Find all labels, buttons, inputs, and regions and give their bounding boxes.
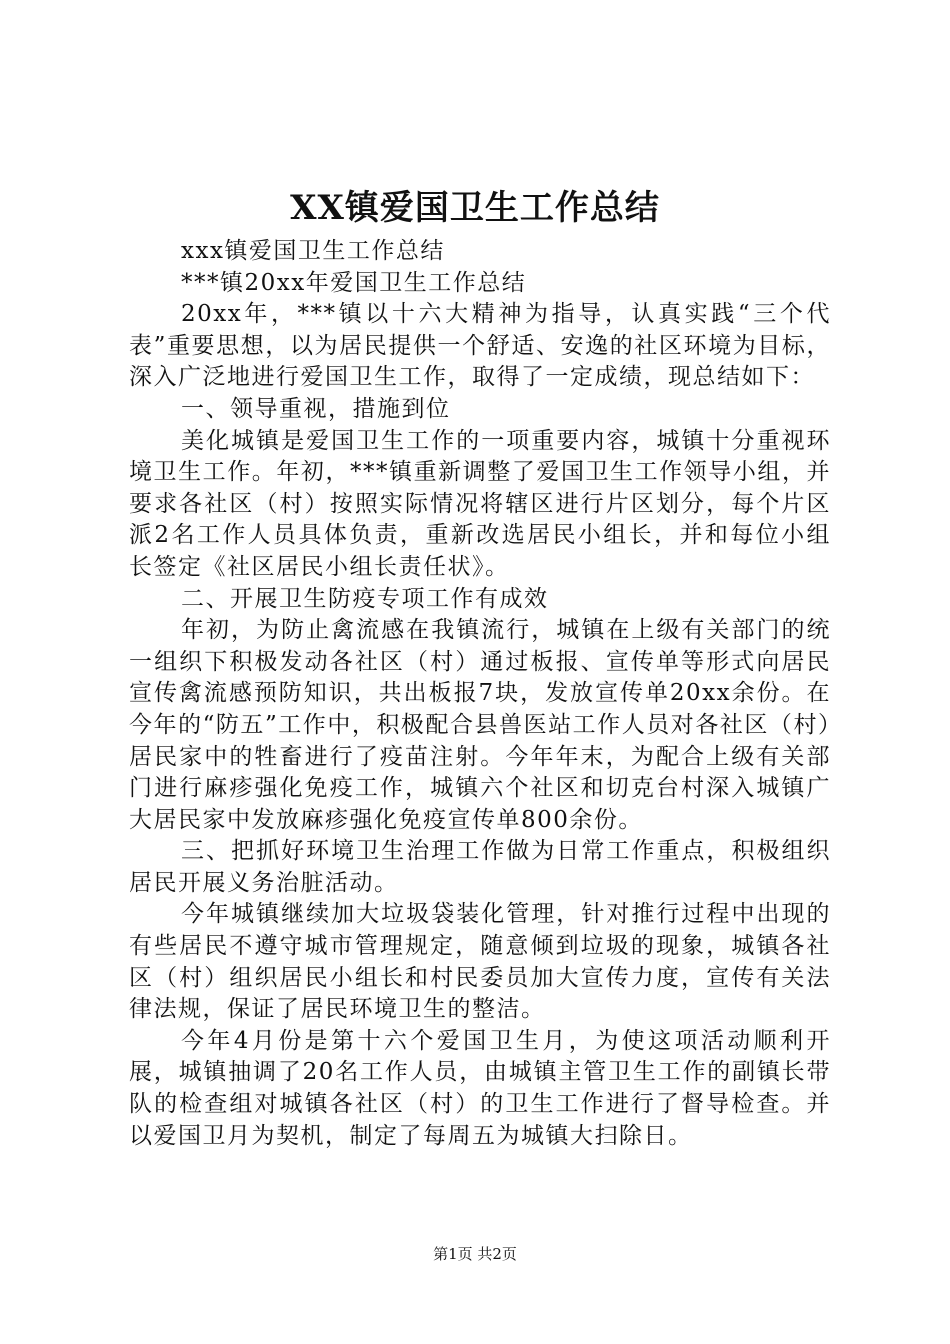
paragraph: 年初，为防止禽流感在我镇流行，城镇在上级有关部门的统一组织下积极发动各社区（村）通过板报、宣传单等形式向居民宣传禽流感预防知识，共出板报7块，发放宣传单20xx余份。在今年的“防五”工作中，积极配合县兽医站工作人员对各社区（村）居民家中的牲畜进行了疫苗注射。今年年末，为配合上级有关部门进行麻疹强化免疫工作，城镇六个社区和切克台村深入城镇广大居民家中发放麻疹强化免疫宣传单800余份。 — [129, 617, 831, 833]
section-heading: 二、开展卫生防疫专项工作有成效 — [181, 585, 549, 612]
paragraph: ***镇20xx年爱国卫生工作总结 — [181, 269, 527, 296]
paragraph: 20xx年，***镇以十六大精神为指导，认真实践“三个代表”重要思想，以为居民提供一个舒适、安逸的社区环境为目标，深入广泛地进行爱国卫生工作，取得了一定成绩，现总结如下： — [129, 301, 831, 391]
paragraph: 美化城镇是爱国卫生工作的一项重要内容，城镇十分重视环境卫生工作。年初，***镇重新调整了爱国卫生工作领导小组，并要求各社区（村）按照实际情况将辖区进行片区划分，每个片区派2名工作人员具体负责，重新改选居民小组长，并和每位小组长签定《社区居民小组长责任状》。 — [129, 427, 831, 580]
document-title: XX镇爱国卫生工作总结 — [290, 188, 660, 228]
paragraph: 今年城镇继续加大垃圾袋装化管理，针对推行过程中出现的有些居民不遵守城市管理规定，随意倾到垃圾的现象，城镇各社区（村）组织居民小组长和村民委员加大宣传力度，宣传有关法律法规，保证了居民环境卫生的整洁。 — [129, 901, 831, 1023]
page-footer: 第1页 共2页 — [433, 1245, 517, 1263]
section-heading: 一、领导重视，措施到位 — [181, 395, 451, 422]
paragraph: xxx镇爱国卫生工作总结 — [181, 238, 445, 264]
section-heading: 三、把抓好环境卫生治理工作做为日常工作重点，积极组织居民开展义务治脏活动。 — [129, 838, 831, 896]
paragraph: 今年4月份是第十六个爱国卫生月，为使这项活动顺利开展，城镇抽调了20名工作人员，由城镇主管卫生工作的副镇长带队的检查组对城镇各社区（村）的卫生工作进行了督导检查。并以爱国卫月为契机，制定了每周五为城镇大扫除日。 — [129, 1027, 831, 1149]
document-body — [129, 236, 831, 1152]
